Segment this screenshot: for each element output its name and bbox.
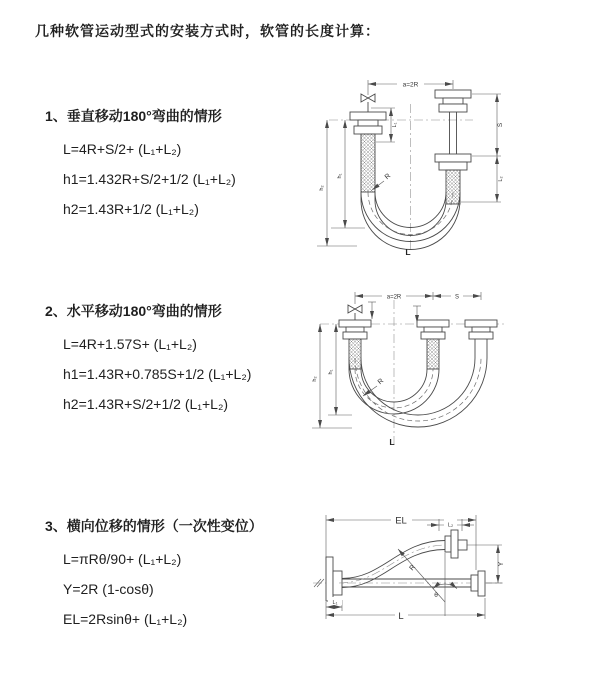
vertical-bend-diagram (305, 68, 535, 258)
dim-label-h2: h₂ (312, 376, 318, 382)
section-2-heading: 2、水平移动180°弯曲的情形 (45, 303, 222, 319)
section-2-formula-h2: h2=1.43R+S/2+1/2 (L₁+L₂) (63, 396, 229, 412)
dim-label-r: R (376, 377, 386, 387)
dim-label-s: S (454, 294, 460, 301)
dim-label-r: R (383, 172, 393, 182)
dim-label-l2: L₂ (447, 522, 454, 529)
section-horizontal-movement (45, 301, 320, 426)
section-1-heading: 1、垂直移动180°弯曲的情形 (45, 108, 222, 124)
section-3-formula-EL: EL=2Rsinθ+ (L₁+L₂) (63, 611, 188, 627)
dim-label-s: S (497, 122, 504, 128)
displaced-hose-s-curve (339, 541, 447, 588)
section-3-heading: 3、横向位移的情形（一次性变位） (45, 518, 263, 534)
right-pipe-fitting (465, 320, 497, 358)
dim-label-h2: h₂ (319, 185, 325, 191)
valve-icon (348, 305, 362, 320)
section-3-formula-L: L=πRθ/90+ (L₁+L₂) (63, 551, 182, 567)
dim-label-a2r: a=2R (402, 81, 419, 89)
section-lateral-displacement (45, 516, 320, 641)
height-dimensions (317, 120, 365, 246)
right-pipe-fitting (435, 90, 471, 204)
dim-label-y: Y (498, 561, 505, 567)
radius-and-angle (398, 549, 457, 616)
dim-label-l1: L₁ (392, 122, 398, 128)
stroke-dimension (472, 94, 504, 156)
l2-dimension (427, 519, 474, 531)
height-dimensions (312, 324, 352, 428)
valve-icon (361, 94, 375, 112)
dim-label-l: L (398, 611, 404, 622)
section-vertical-movement (45, 106, 320, 231)
dim-label-theta: θ (434, 592, 438, 599)
displaced-flange (445, 530, 467, 558)
dim-label-r: R (408, 563, 418, 573)
section-1-formula-L: L=4R+S/2+ (L₁+L₂) (63, 141, 182, 157)
section-3-formula-Y: Y=2R (1-cosθ) (63, 581, 154, 597)
middle-pipe-fitting (417, 320, 449, 369)
dim-label-el: EL (395, 515, 407, 527)
hose-u-bends (349, 358, 487, 427)
dim-label-l: L (405, 247, 411, 257)
lateral-displacement-diagram (303, 490, 595, 642)
dim-label-l1: L₁ (332, 600, 338, 606)
l-dimension (326, 598, 485, 622)
small-fitting-dimensions (368, 302, 421, 323)
section-2-formula-L: L=4R+1.57S+ (L₁+L₂) (63, 336, 197, 352)
section-1-formula-h1: h1=1.432R+S/2+1/2 (L₁+L₂) (63, 171, 236, 187)
horizontal-bend-diagram (306, 282, 546, 460)
section-2-formula-h1: h1=1.43R+0.785S+1/2 (L₁+L₂) (63, 366, 252, 382)
dim-label-h1: h₁ (328, 369, 334, 375)
page-title: 几种软管运动型式的安装方式时，软管的长度计算： (35, 23, 380, 39)
dim-label-a2r: a=2R (386, 294, 402, 301)
dim-label-l2: L₂ (498, 176, 504, 182)
dim-label-l: L (389, 437, 395, 447)
section-1-formula-h2: h2=1.43R+1/2 (L₁+L₂) (63, 201, 199, 217)
left-pipe-fitting (350, 112, 386, 192)
l2-dimension (461, 156, 504, 202)
left-flange (326, 557, 342, 601)
dim-label-h1: h₁ (337, 173, 343, 179)
l1-dimension (326, 597, 342, 611)
